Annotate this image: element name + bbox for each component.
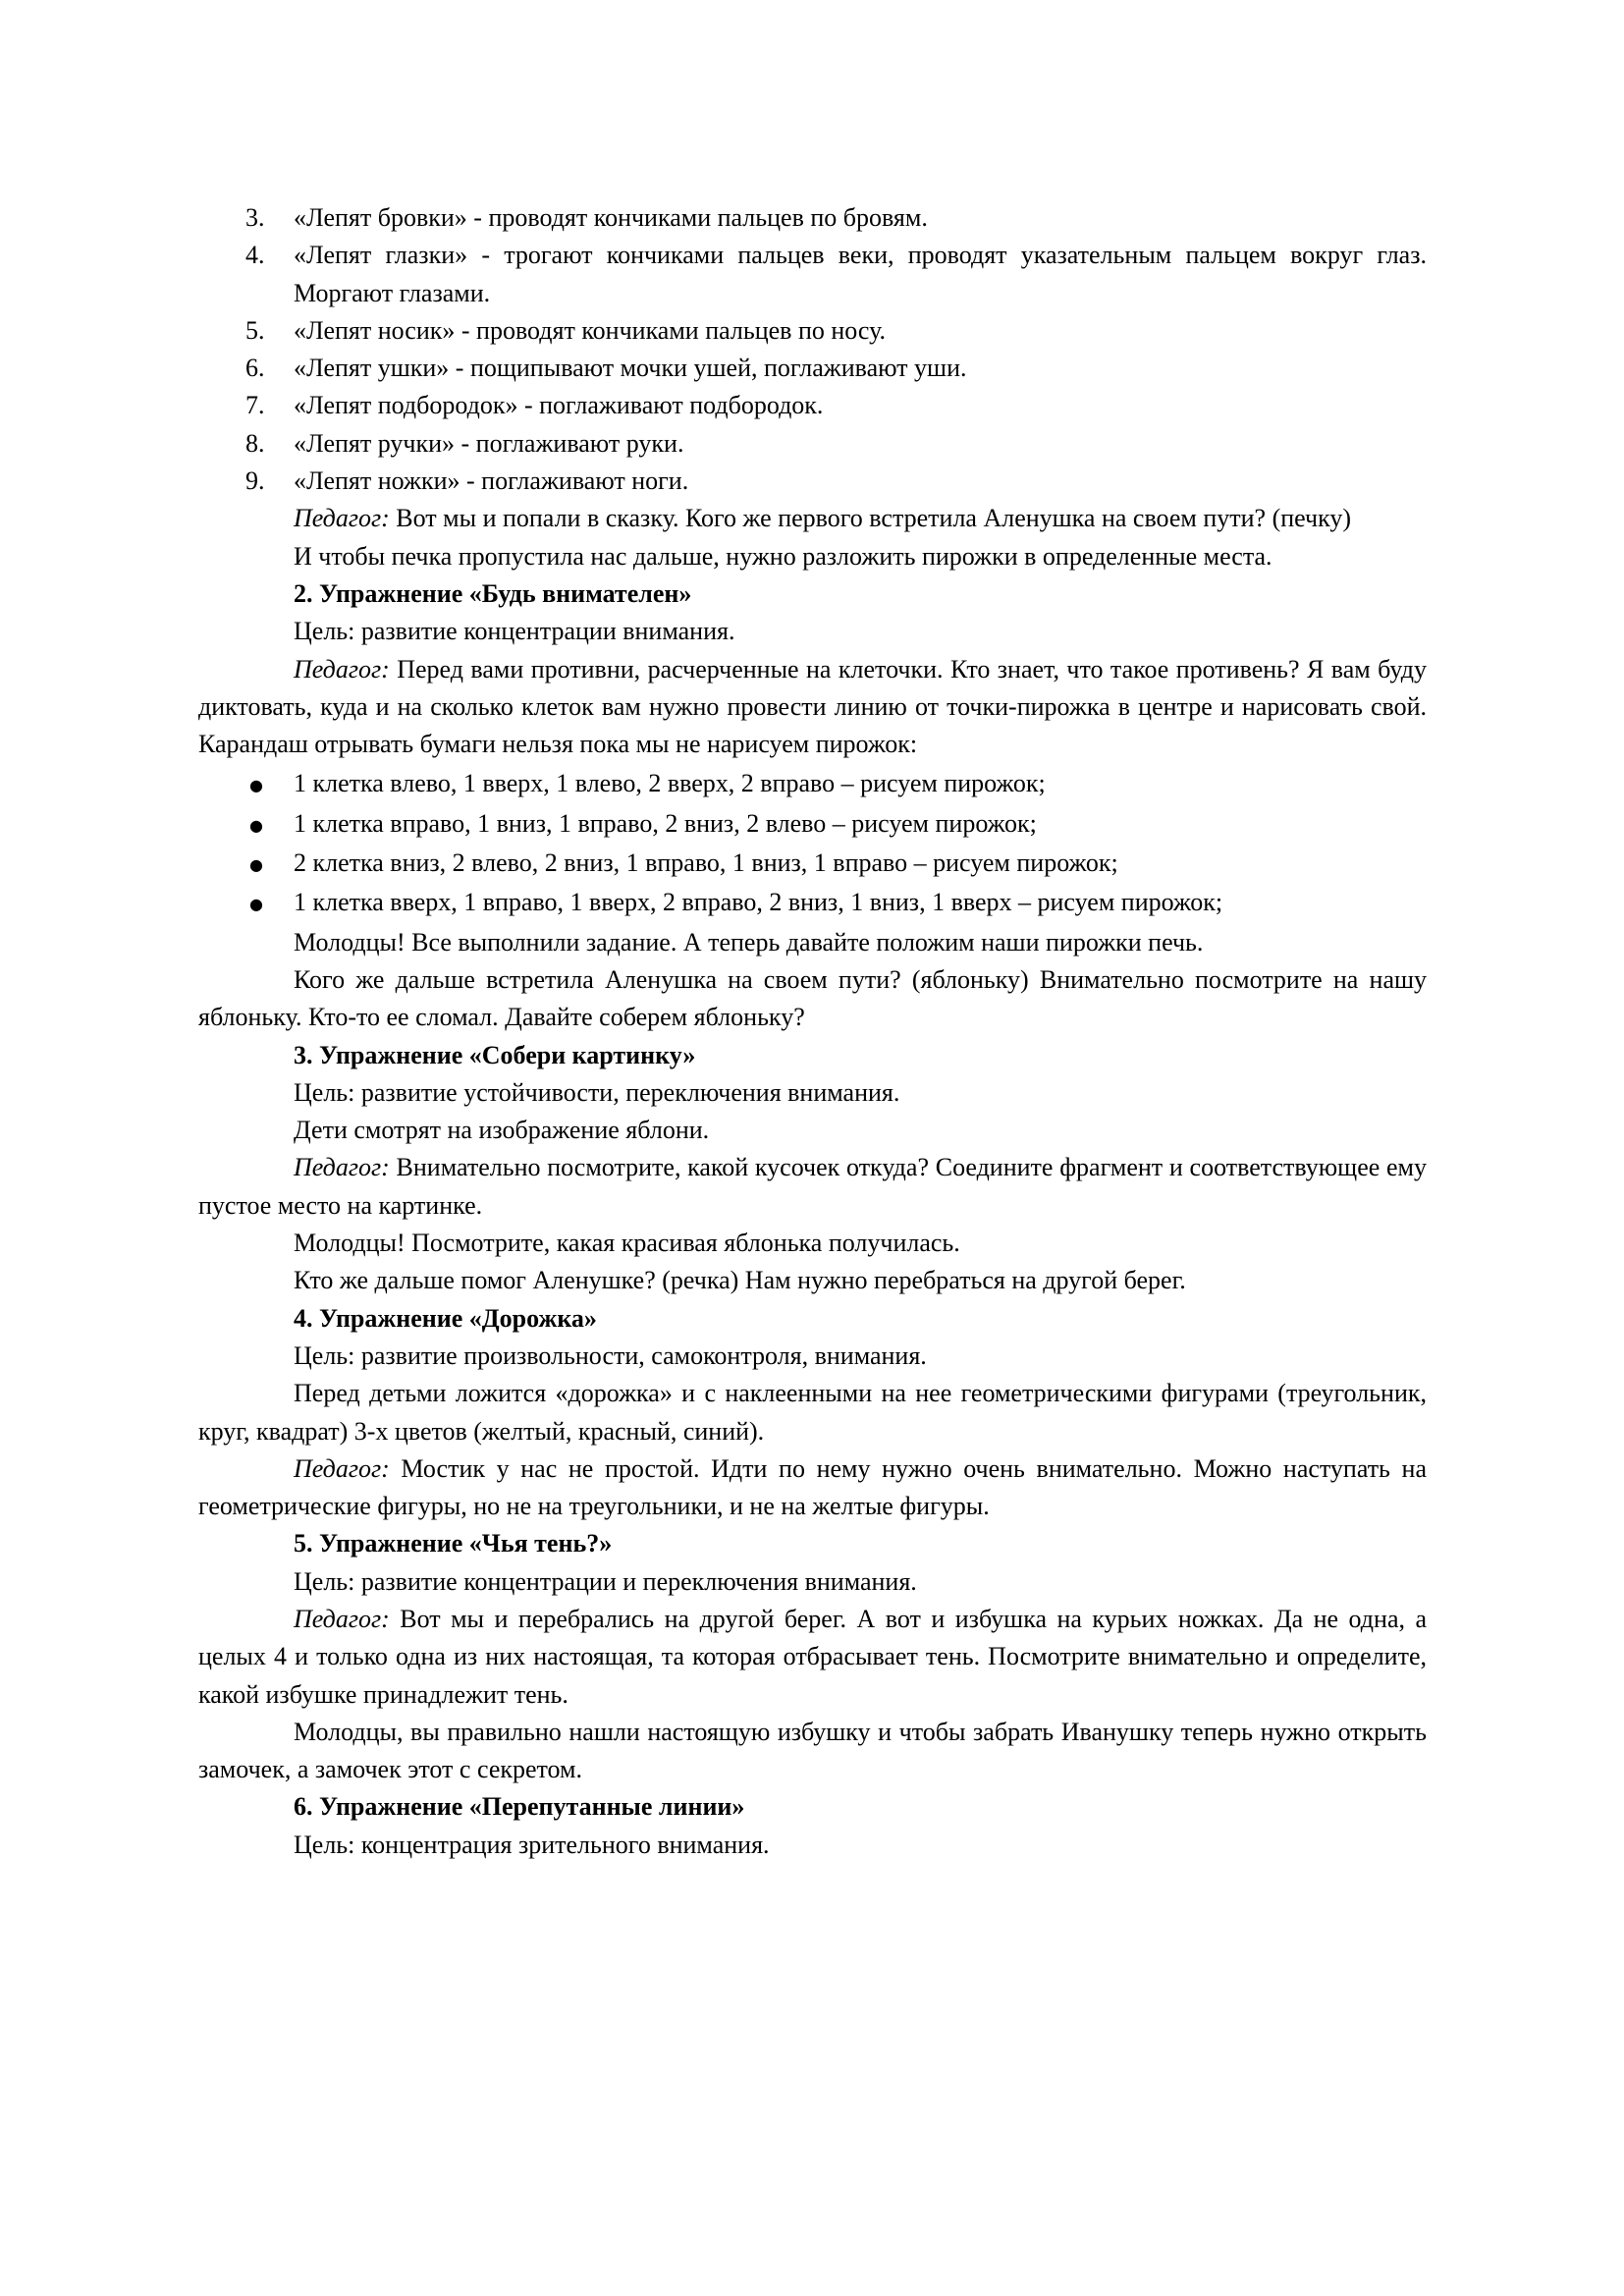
paragraph xyxy=(198,1601,1427,1714)
text-run: 2 клетка вниз, 2 влево, 2 вниз, 1 вправо, 1 вниз, 1 вправо – рисуем пирожок; xyxy=(294,848,1118,878)
text-run: Молодцы! Все выполнили задание. А теперь давайте положим наши пирожки печь. xyxy=(294,927,1204,957)
paragraph xyxy=(198,961,1427,1037)
bullet-icon: ● xyxy=(249,815,263,835)
text-run: 6. Упражнение «Перепутанные линии» xyxy=(294,1792,745,1822)
text-run: Кто же дальше помог Аленушке? (речка) Нам нужно перебраться на другой берег. xyxy=(294,1266,1186,1295)
paragraph xyxy=(198,651,1427,764)
paragraph xyxy=(198,1074,1427,1112)
text-run: 4. Упражнение «Дорожка» xyxy=(294,1303,597,1333)
text-run: Перед вами противни, расчерченные на клеточки. Кто знает, что такое противень? Я вам буду диктовать, куда и на сколько клеток вам нужно провести линию от точки-пирожка в центре и нарисовать свой. Карандаш отрывать бумаги нельзя пока мы не нарисуем пирожок: xyxy=(198,654,1427,759)
bullet-list-item xyxy=(198,805,1427,843)
numbered-list-item xyxy=(198,425,1427,463)
paragraph xyxy=(198,1225,1427,1262)
list-number-label: 8. xyxy=(245,428,265,458)
text-run: Перед детьми ложится «дорожка» и с наклеенными на нее геометрическими фигурами (треугольник, круг, квадрат) 3-х цветов (желтый, красный, синий). xyxy=(198,1379,1427,1446)
list-number-label: 5. xyxy=(245,315,265,345)
text-run: 2. Упражнение «Будь внимателен» xyxy=(294,578,692,608)
paragraph xyxy=(198,1827,1427,1864)
bullet-icon: ● xyxy=(249,855,263,875)
text-run: «Лепят глазки» - трогают кончиками пальцев веки, проводят указательным пальцем вокруг глаз. Моргают глазами. xyxy=(294,241,1427,307)
paragraph xyxy=(198,1149,1427,1225)
speaker-label: Педагог: xyxy=(294,504,390,533)
bullet-list-item xyxy=(198,845,1427,882)
numbered-list-item xyxy=(198,350,1427,387)
speaker-label: Педагог: xyxy=(294,1453,390,1483)
text-run: 3. Упражнение «Собери картинку» xyxy=(294,1040,696,1069)
text-run: 1 клетка вверх, 1 вправо, 1 вверх, 2 вправо, 2 вниз, 1 вниз, 1 вверх – рисуем пирожок; xyxy=(294,888,1223,917)
section-heading xyxy=(198,1525,1427,1562)
text-run: «Лепят ручки» - поглаживают руки. xyxy=(294,428,684,458)
list-number-label: 3. xyxy=(245,203,265,232)
paragraph xyxy=(198,1450,1427,1526)
numbered-list-item xyxy=(198,312,1427,350)
text-run: Цель: развитие концентрации внимания. xyxy=(294,617,735,646)
numbered-list-item xyxy=(198,387,1427,424)
text-run: Молодцы! Посмотрите, какая красивая яблонька получилась. xyxy=(294,1229,960,1258)
paragraph xyxy=(198,538,1427,575)
text-run: Кого же дальше встретила Аленушка на своем пути? (яблоньку) Внимательно посмотрите на нашу яблоньку. Кто-то ее сломал. Давайте соберем яблоньку? xyxy=(198,964,1427,1032)
paragraph xyxy=(198,1338,1427,1375)
bullet-icon: ● xyxy=(249,776,263,795)
paragraph xyxy=(198,1714,1427,1789)
numbered-list-item xyxy=(198,463,1427,500)
section-heading xyxy=(198,1788,1427,1826)
text-run: Вот мы и перебрались на другой берег. А вот и избушка на курьих ножках. Да не одна, а целых 4 и только одна из них настоящая, та которая отбрасывает тень. Посмотрите внимательно и определите, какой избушке принадлежит тень. xyxy=(198,1604,1427,1709)
text-run: «Лепят ножки» - поглаживают ноги. xyxy=(294,466,689,496)
paragraph xyxy=(198,613,1427,650)
text-run: И чтобы печка пропустила нас дальше, нужно разложить пирожки в определенные места. xyxy=(294,541,1272,571)
speaker-label: Педагог: xyxy=(294,654,390,683)
bullet-icon: ● xyxy=(249,895,263,914)
list-number-label: 6. xyxy=(245,354,265,383)
text-run: «Лепят носик» - проводят кончиками пальцев по носу. xyxy=(294,315,887,345)
text-run: Внимательно посмотрите, какой кусочек откуда? Соедините фрагмент и соответствующее ему пустое место на картинке. xyxy=(198,1153,1428,1220)
text-run: Цель: концентрация зрительного внимания. xyxy=(294,1830,770,1859)
paragraph xyxy=(198,500,1427,537)
text-run: 5. Упражнение «Чья тень?» xyxy=(294,1529,613,1558)
speaker-label: Педагог: xyxy=(294,1604,390,1633)
text-run: Вот мы и попали в сказку. Кого же первого встретила Аленушка на своем пути? (печку) xyxy=(396,504,1352,533)
bullet-list-item xyxy=(198,765,1427,802)
list-number-label: 9. xyxy=(245,466,265,496)
text-run: 1 клетка влево, 1 вверх, 1 влево, 2 вверх, 2 вправо – рисуем пирожок; xyxy=(294,769,1046,798)
text-run: Цель: развитие концентрации и переключения внимания. xyxy=(294,1566,917,1596)
text-run: Мостик у нас не простой. Идти по нему нужно очень внимательно. Можно наступать на геометрические фигуры, но не на треугольники, и не на желтые фигуры. xyxy=(198,1453,1428,1521)
paragraph xyxy=(198,924,1427,961)
section-heading xyxy=(198,575,1427,613)
text-run: «Лепят подбородок» - поглаживают подбородок. xyxy=(294,391,824,420)
list-number-label: 4. xyxy=(245,241,265,270)
paragraph xyxy=(198,1563,1427,1601)
text-run: Молодцы, вы правильно нашли настоящую избушку и чтобы забрать Иванушку теперь нужно открыть замочек, а замочек этот с секретом. xyxy=(198,1717,1427,1784)
text-run: Дети смотрят на изображение яблони. xyxy=(294,1116,710,1145)
speaker-label: Педагог: xyxy=(294,1153,390,1182)
bullet-list-item xyxy=(198,884,1427,921)
paragraph xyxy=(198,1112,1427,1149)
list-number-label: 7. xyxy=(245,391,265,420)
paragraph xyxy=(198,1375,1427,1450)
text-run: Цель: развитие устойчивости, переключения внимания. xyxy=(294,1077,900,1107)
text-run: «Лепят бровки» - проводят кончиками пальцев по бровям. xyxy=(294,203,928,232)
text-run: «Лепят ушки» - пощипывают мочки ушей, поглаживают уши. xyxy=(294,354,967,383)
section-heading xyxy=(198,1037,1427,1074)
paragraph xyxy=(198,1262,1427,1299)
numbered-list-item xyxy=(198,199,1427,237)
numbered-list-item xyxy=(198,237,1427,312)
text-run: Цель: развитие произвольности, самоконтроля, внимания. xyxy=(294,1340,927,1370)
text-run: 1 клетка вправо, 1 вниз, 1 вправо, 2 вниз, 2 влево – рисуем пирожок; xyxy=(294,808,1037,838)
section-heading xyxy=(198,1300,1427,1338)
